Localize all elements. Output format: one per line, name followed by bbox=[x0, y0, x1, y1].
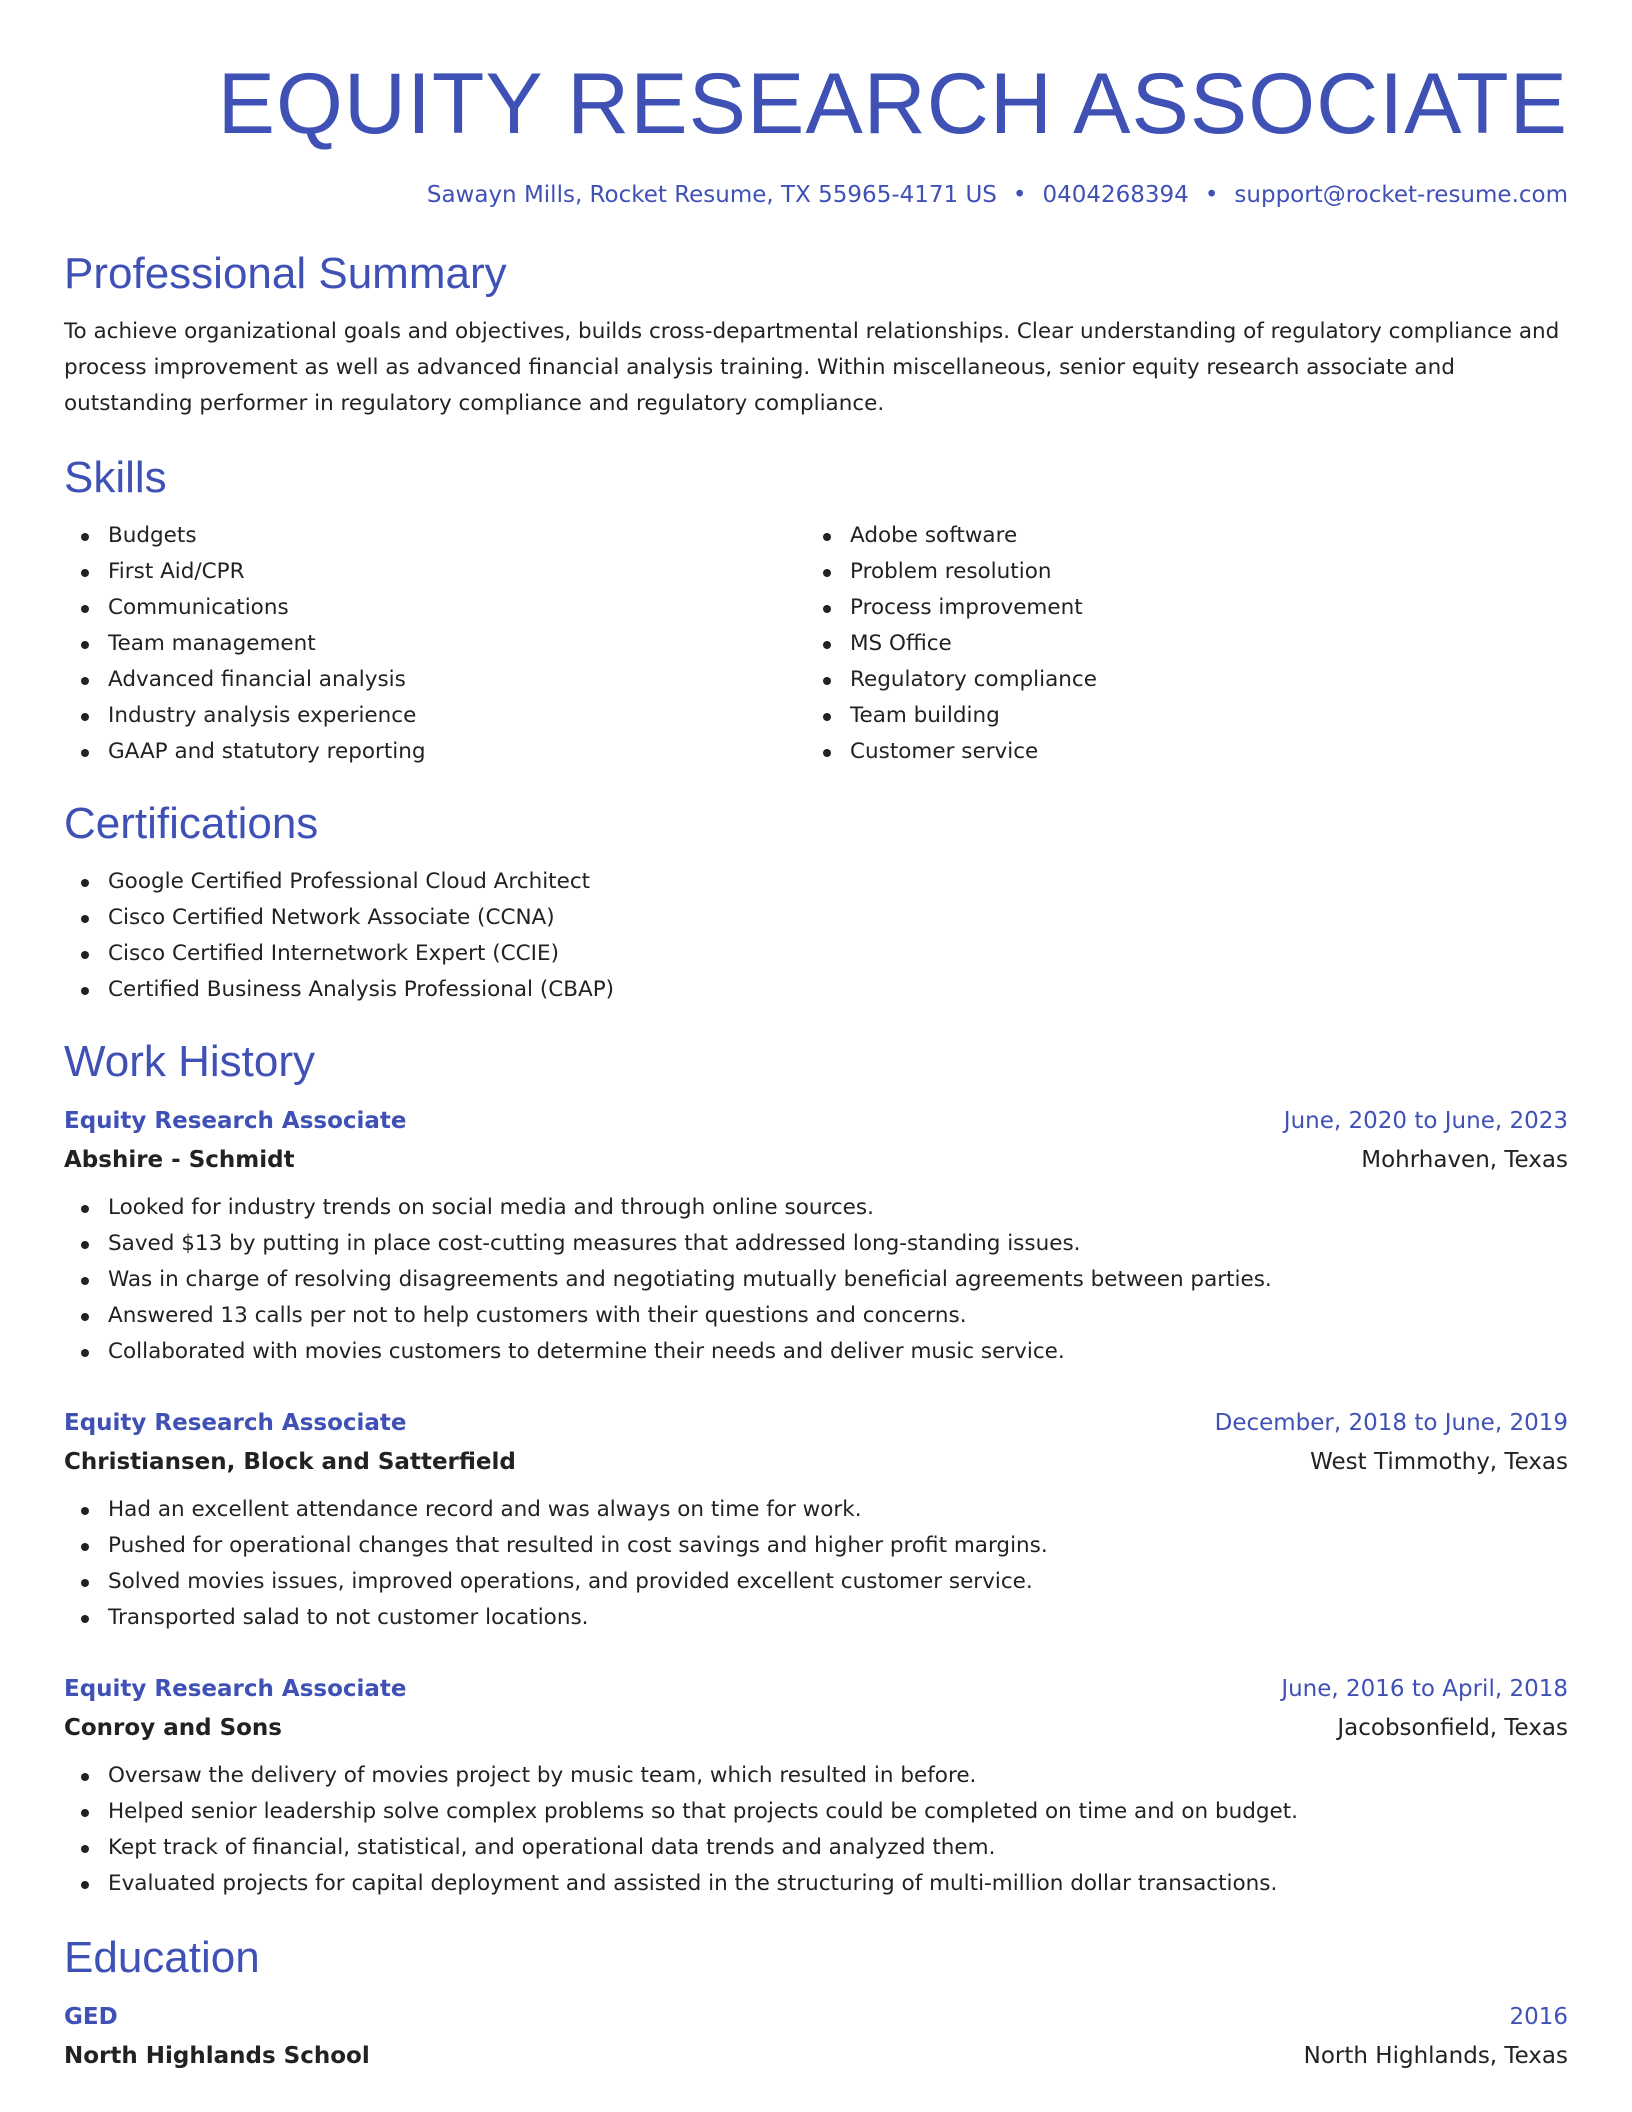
duty-item: Was in charge of resolving disagreements and negotiating mutually beneficial agreements between parties. bbox=[64, 1262, 1568, 1298]
duty-item: Transported salad to not customer locations. bbox=[64, 1600, 1568, 1636]
job-title: Equity Research Associate bbox=[64, 1410, 407, 1436]
duty-item: Solved movies issues, improved operations, and provided excellent customer service. bbox=[64, 1564, 1568, 1600]
summary-text: To achieve organizational goals and objectives, builds cross-departmental relationships. Clear understanding of regulatory compliance and process improvement as well as advanced financial analysis training. Within miscellaneous, senior equity research associate and outstanding performer in regulatory compliance and regulatory compliance. bbox=[64, 319, 1560, 416]
certification-item: Google Certified Professional Cloud Architect bbox=[64, 864, 1568, 900]
job-entry bbox=[64, 1102, 1568, 1370]
education-header-row bbox=[64, 1998, 1568, 2036]
duty-item: Looked for industry trends on social media and through online sources. bbox=[64, 1190, 1568, 1226]
skill-item: First Aid/CPR bbox=[64, 554, 806, 590]
job-company-row bbox=[64, 1140, 1568, 1180]
skill-item: MS Office bbox=[806, 626, 1548, 662]
skill-item: Team building bbox=[806, 698, 1548, 734]
job-header-row bbox=[64, 1404, 1568, 1442]
job-entry bbox=[64, 1404, 1568, 1636]
skills-list-left bbox=[64, 518, 806, 770]
contact-separator: • bbox=[1012, 182, 1027, 208]
duty-item: Oversaw the delivery of movies project by music team, which resulted in before. bbox=[64, 1758, 1568, 1794]
education-entry bbox=[64, 1998, 1568, 2076]
resume-page bbox=[64, 0, 1568, 2076]
skill-item: Customer service bbox=[806, 734, 1548, 770]
summary-heading: Professional Summary bbox=[64, 249, 507, 298]
skill-item: Adobe software bbox=[806, 518, 1548, 554]
job-company: Abshire - Schmidt bbox=[64, 1147, 295, 1173]
education-school-row bbox=[64, 2036, 1568, 2076]
job-location: Mohrhaven, Texas bbox=[1361, 1147, 1568, 1173]
duty-item: Answered 13 calls per not to help customers with their questions and concerns. bbox=[64, 1298, 1568, 1334]
job-duties bbox=[64, 1758, 1568, 1902]
job-company-row bbox=[64, 1442, 1568, 1482]
education-location: North Highlands, Texas bbox=[1303, 2043, 1568, 2069]
education-heading: Education bbox=[64, 1933, 260, 1982]
skills-heading: Skills bbox=[64, 453, 167, 502]
job-dates: December, 2018 to June, 2019 bbox=[1214, 1410, 1568, 1436]
education-school: North Highlands School bbox=[64, 2043, 370, 2069]
work-history-heading: Work History bbox=[64, 1037, 315, 1086]
skill-item: Advanced financial analysis bbox=[64, 662, 806, 698]
contact-email[interactable]: support@rocket-resume.com bbox=[1234, 182, 1568, 208]
skill-item: Industry analysis experience bbox=[64, 698, 806, 734]
education-year: 2016 bbox=[1509, 2004, 1568, 2030]
job-company-row bbox=[64, 1708, 1568, 1748]
job-entry bbox=[64, 1670, 1568, 1902]
job-title: Equity Research Associate bbox=[64, 1676, 407, 1702]
duty-item: Evaluated projects for capital deployment and assisted in the structuring of multi-million dollar transactions. bbox=[64, 1866, 1568, 1902]
certification-item: Cisco Certified Internetwork Expert (CCIE) bbox=[64, 936, 1568, 972]
duty-item: Pushed for operational changes that resulted in cost savings and higher profit margins. bbox=[64, 1528, 1568, 1564]
contact-address: Sawayn Mills, Rocket Resume, TX 55965-4171 US bbox=[426, 182, 997, 208]
certification-item: Certified Business Analysis Professional (CBAP) bbox=[64, 972, 1568, 1008]
skill-item: Regulatory compliance bbox=[806, 662, 1548, 698]
certification-item: Cisco Certified Network Associate (CCNA) bbox=[64, 900, 1568, 936]
job-header-row bbox=[64, 1670, 1568, 1708]
job-dates: June, 2020 to June, 2023 bbox=[1283, 1108, 1568, 1134]
job-duties bbox=[64, 1492, 1568, 1636]
skill-item: Budgets bbox=[64, 518, 806, 554]
duty-item: Had an excellent attendance record and was always on time for work. bbox=[64, 1492, 1568, 1528]
duty-item: Kept track of financial, statistical, and operational data trends and analyzed them. bbox=[64, 1830, 1568, 1866]
skills-list-right bbox=[806, 518, 1548, 770]
resume-title: EQUITY RESEARCH ASSOCIATE bbox=[217, 56, 1568, 152]
skill-item: GAAP and statutory reporting bbox=[64, 734, 806, 770]
skills-columns bbox=[64, 518, 1568, 770]
duty-item: Collaborated with movies customers to determine their needs and deliver music service. bbox=[64, 1334, 1568, 1370]
education-degree: GED bbox=[64, 2004, 118, 2030]
skill-item: Process improvement bbox=[806, 590, 1548, 626]
contact-separator: • bbox=[1204, 182, 1219, 208]
job-header-row bbox=[64, 1102, 1568, 1140]
job-duties bbox=[64, 1190, 1568, 1370]
certifications-heading: Certifications bbox=[64, 799, 319, 848]
contact-line bbox=[64, 180, 1568, 210]
job-location: Jacobsonfield, Texas bbox=[1337, 1715, 1568, 1741]
skill-item: Team management bbox=[64, 626, 806, 662]
certifications-list bbox=[64, 864, 1568, 1008]
job-dates: June, 2016 to April, 2018 bbox=[1281, 1676, 1568, 1702]
job-company: Conroy and Sons bbox=[64, 1715, 282, 1741]
duty-item: Saved $13 by putting in place cost-cutting measures that addressed long-standing issues. bbox=[64, 1226, 1568, 1262]
duty-item: Helped senior leadership solve complex problems so that projects could be completed on time and on budget. bbox=[64, 1794, 1568, 1830]
job-location: West Timmothy, Texas bbox=[1310, 1449, 1568, 1475]
skill-item: Communications bbox=[64, 590, 806, 626]
resume-header bbox=[64, 0, 1568, 210]
job-title: Equity Research Associate bbox=[64, 1108, 407, 1134]
skill-item: Problem resolution bbox=[806, 554, 1548, 590]
job-company: Christiansen, Block and Satterfield bbox=[64, 1449, 516, 1475]
contact-phone: 0404268394 bbox=[1042, 182, 1189, 208]
